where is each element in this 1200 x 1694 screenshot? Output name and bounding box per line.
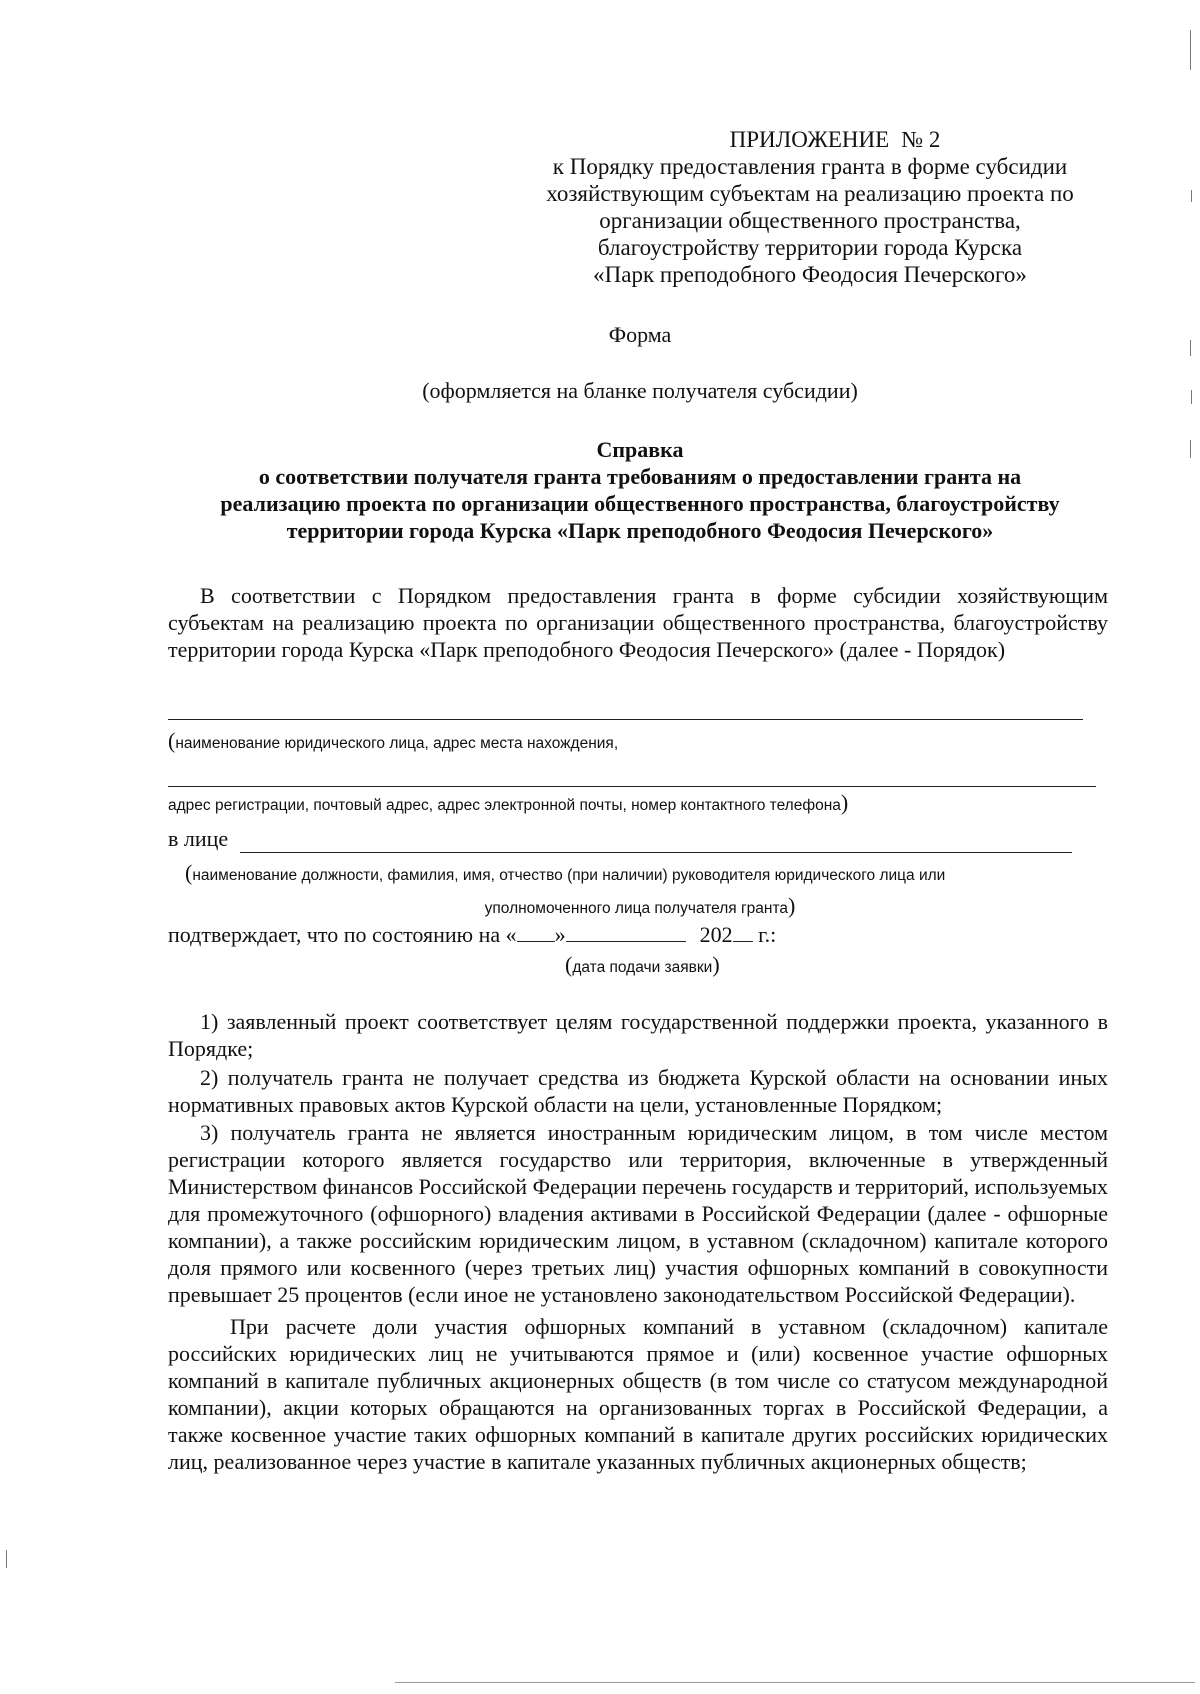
confirms-row: [168, 922, 776, 948]
title-line: территории города Курска «Парк преподобного Феодосия Печерского»: [286, 518, 994, 543]
appendix-line: «Парк преподобного Феодосия Печерского»: [593, 262, 1027, 287]
hint-text: наименование должности, фамилия, имя, отчество (при наличии) руководителя юридического лица или: [192, 867, 946, 884]
scan-edge-mark: [1191, 190, 1192, 202]
year-blank: [733, 923, 753, 942]
legal-entity-name-line: [168, 719, 1083, 720]
legal-entity-hint: (наименование юридического лица, адрес места нахождения,: [168, 728, 619, 753]
representative-hint: (наименование должности, фамилия, имя, отчество (при наличии) руководителя юридического лица или: [185, 860, 946, 885]
document-title: [170, 436, 1110, 544]
year-suffix: г.:: [752, 922, 777, 947]
scan-edge-mark: [1190, 440, 1191, 458]
address-hint: адрес регистрации, почтовый адрес, адрес электронной почты, номер контактного телефона): [168, 790, 849, 815]
hint-text: уполномоченного лица получателя гранта: [484, 900, 789, 917]
list-item: 1) заявленный проект соответствует целям государственной поддержки проекта, указанного в Порядке;: [168, 1009, 1108, 1061]
hint-text: наименование юридического лица, адрес места нахождения,: [175, 735, 619, 752]
scan-edge-mark: [1191, 390, 1192, 404]
form-label: Форма: [608, 322, 672, 347]
scan-edge-mark: [1190, 340, 1191, 356]
legal-entity-address-line: [168, 786, 1096, 787]
blank-note: (оформляется на бланке получателя субсидии): [422, 378, 858, 403]
title-line: о соответствии получателя гранта требованиям о предоставлении гранта на: [258, 464, 1022, 489]
appendix-heading-word: ПРИЛОЖЕНИЕ: [729, 127, 890, 152]
title-word: Справка: [596, 437, 684, 462]
appendix-block: [530, 126, 1090, 288]
intro-paragraph: В соответствии с Порядком предоставления гранта в форме субсидии хозяйствующим субъектам на реализацию проекта по организации общественного пространства, благоустройству территории города Курска «Парк преподобного Феодосия Печерского» (далее - Порядок): [168, 583, 1108, 662]
appendix-line: хозяйствующим субъектам на реализацию проекта по: [546, 181, 1074, 206]
list-item: 2) получатель гранта не получает средства из бюджета Курской области на основании иных нормативных правовых актов Курской области на цели, установленные Порядком;: [168, 1065, 1108, 1117]
quote-close: »: [554, 922, 566, 947]
appendix-line: организации общественного пространства,: [599, 208, 1021, 233]
representative-hint-cont: уполномоченного лица получателя гранта): [484, 893, 796, 918]
hint-text: дата подачи заявки: [572, 959, 713, 976]
hint-text: адрес регистрации, почтовый адрес, адрес электронной почты, номер контактного телефона: [168, 797, 841, 814]
appendix-heading: [530, 126, 1090, 153]
scan-bottom-edge: [395, 1682, 1195, 1683]
representative-line: [240, 852, 1072, 853]
appendix-line: к Порядку предоставления гранта в форме субсидии: [552, 154, 1068, 179]
month-blank: [566, 923, 686, 942]
in-person-label: в лице: [168, 826, 229, 851]
in-person-row: [168, 826, 228, 852]
list-item: 3) получатель гранта не является иностранным юридическим лицом, в том числе местом регистрации которого является государство или территория, включенные в утвержденный Министерством финансов Российской Федерации перечень государств и территорий, используемых для промежуточного (офшорного) владения активами в Российской Федерации (далее - офшорные компании), а также российским юридическим лицом, в уставном (складочном) капитале которого доля прямого или косвенного (через третьих лиц) участия офшорных компаний в совокупности превышает 25 процентов (если иное не установлено законодательством Российской Федерации).: [168, 1120, 1108, 1307]
appendix-number: № 2: [901, 127, 941, 152]
date-hint: (дата подачи заявки): [565, 952, 720, 977]
note-paragraph: При расчете доли участия офшорных компаний в уставном (складочном) капитале российских юридических лиц не учитываются прямое и (или) косвенное участие офшорных компаний в капитале публичных акционерных обществ (в том числе со статусом международной компании), акции которых обращаются на организованных торгах в Российской Федерации, а также косвенное участие таких офшорных компаний в капитале других российских юридических лиц, реализованное через участие в капитале указанных публичных акционерных обществ;: [168, 1314, 1108, 1474]
day-blank: [517, 923, 555, 942]
appendix-line: благоустройству территории города Курска: [597, 235, 1023, 260]
scan-edge-mark: [6, 1550, 7, 1568]
confirms-prefix: подтверждает, что по состоянию на «: [168, 922, 517, 947]
year-prefix: 202: [699, 922, 733, 947]
scan-edge-mark: [1190, 30, 1191, 70]
title-line: реализацию проекта по организации общественного пространства, благоустройству: [220, 491, 1060, 516]
